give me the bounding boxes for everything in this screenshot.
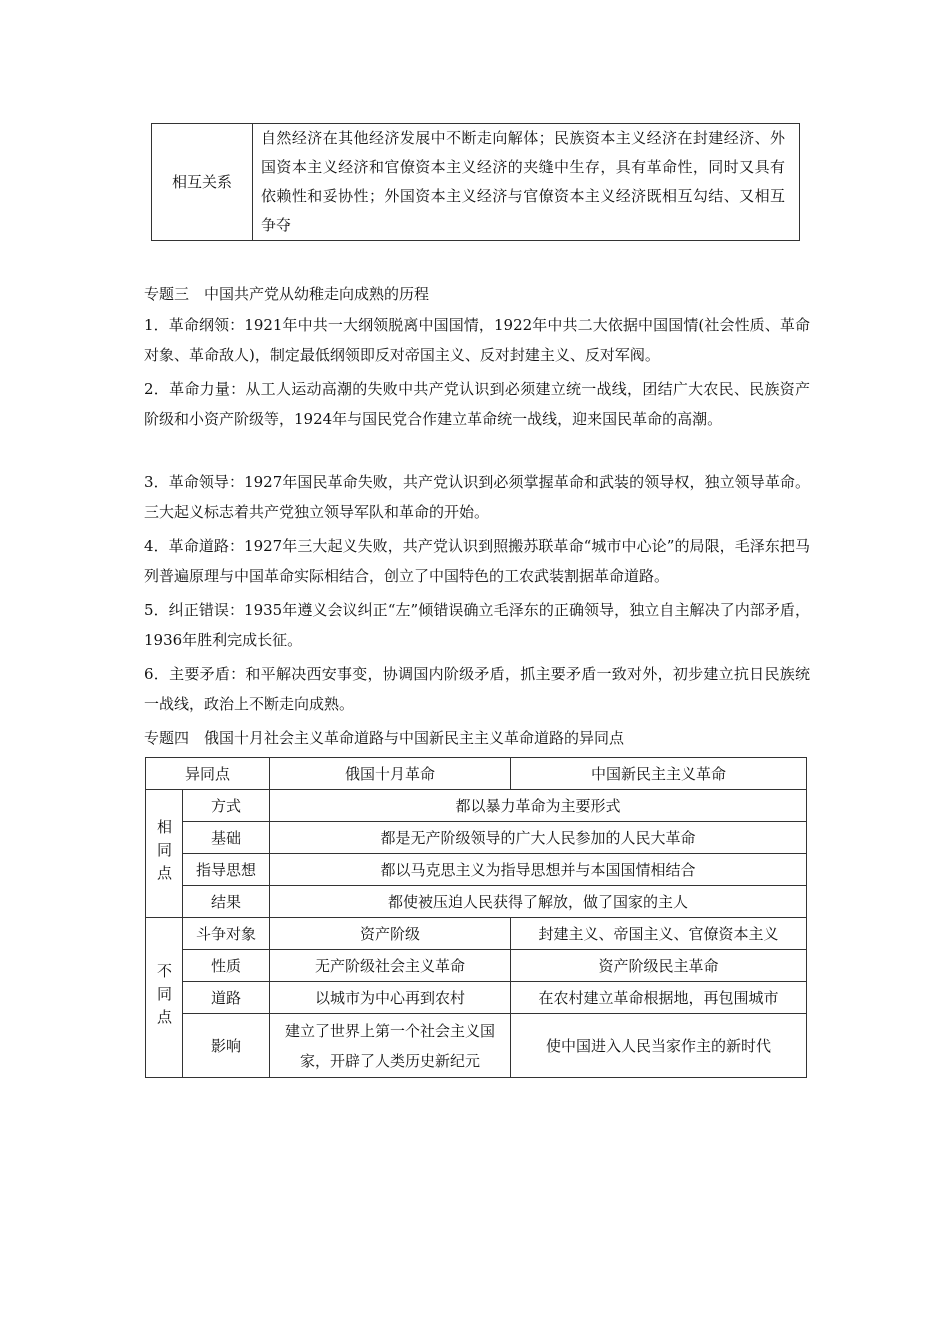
different-russia: 建立了世界上第一个社会主义国家，开辟了人类历史新纪元 bbox=[270, 1014, 511, 1078]
relation-content: 自然经济在其他经济发展中不断走向解体；民族资本主义经济在封建经济、外国资本主义经济和官僚资本主义经济的夹缝中生存，具有革命性，同时又具有依赖性和妥协性；外国资本主义经济与官僚资本主义经济既相互勾结、又相互争夺 bbox=[253, 124, 800, 241]
similar-aspect: 基础 bbox=[183, 822, 270, 854]
different-aspect: 道路 bbox=[183, 982, 270, 1014]
topic3-item-4: 4．革命道路：1927年三大起义失败，共产党认识到照搬苏联革命“城市中心论”的局限，毛泽东把马列普遍原理与中国革命实际相结合，创立了中国特色的工农武装割据革命道路。 bbox=[144, 537, 810, 585]
table-row bbox=[146, 982, 807, 1014]
relation-label: 相互关系 bbox=[152, 124, 253, 241]
similar-value: 都以暴力革命为主要形式 bbox=[270, 790, 807, 822]
similar-aspect: 方式 bbox=[183, 790, 270, 822]
table-row bbox=[152, 124, 800, 241]
topic3-item-1: 1．革命纲领：1921年中共一大纲领脱离中国国情，1922年中共二大依据中国国情(社会性质、革命对象、革命敌人)，制定最低纲领即反对帝国主义、反对封建主义、反对军阀。 bbox=[144, 316, 810, 364]
different-russia: 无产阶级社会主义革命 bbox=[270, 950, 511, 982]
table-header-row bbox=[146, 758, 807, 790]
similar-value: 都是无产阶级领导的广大人民参加的人民大革命 bbox=[270, 822, 807, 854]
different-china: 封建主义、帝国主义、官僚资本主义 bbox=[511, 918, 807, 950]
different-china: 资产阶级民主革命 bbox=[511, 950, 807, 982]
different-china: 使中国进入人民当家作主的新时代 bbox=[511, 1014, 807, 1078]
topic3-item-3: 3．革命领导：1927年国民革命失败，共产党认识到必须掌握革命和武装的领导权，独立领导革命。三大起义标志着共产党独立领导军队和革命的开始。 bbox=[144, 473, 810, 521]
topic3-item-5: 5．纠正错误：1935年遵义会议纠正“左”倾错误确立毛泽东的正确领导，独立自主解决了内部矛盾，1936年胜利完成长征。 bbox=[144, 601, 810, 649]
similar-value: 都使被压迫人民获得了解放，做了国家的主人 bbox=[270, 886, 807, 918]
topic3-item-2: 2．革命力量：从工人运动高潮的失败中共产党认识到必须建立统一战线，团结广大农民、民族资产阶级和小资产阶级等，1924年与国民党合作建立革命统一战线，迎来国民革命的高潮。 bbox=[144, 380, 810, 428]
table-row bbox=[146, 918, 807, 950]
different-aspect: 斗争对象 bbox=[183, 918, 270, 950]
different-aspect: 影响 bbox=[183, 1014, 270, 1078]
revolution-comparison-table bbox=[145, 757, 807, 1078]
similar-group-label: 相同点 bbox=[146, 790, 183, 918]
topic3-item-6: 6．主要矛盾：和平解决西安事变，协调国内阶级矛盾，抓主要矛盾一致对外，初步建立抗日民族统一战线，政治上不断走向成熟。 bbox=[144, 665, 810, 713]
different-aspect: 性质 bbox=[183, 950, 270, 982]
different-group-label: 不同点 bbox=[146, 918, 183, 1078]
header-russia: 俄国十月革命 bbox=[270, 758, 511, 790]
different-russia: 以城市为中心再到农村 bbox=[270, 982, 511, 1014]
table-row bbox=[146, 886, 807, 918]
similar-aspect: 指导思想 bbox=[183, 854, 270, 886]
similar-value: 都以马克思主义为指导思想并与本国国情相结合 bbox=[270, 854, 807, 886]
header-china: 中国新民主主义革命 bbox=[511, 758, 807, 790]
topic3-title: 专题三 中国共产党从幼稚走向成熟的历程 bbox=[144, 285, 430, 303]
different-russia: 资产阶级 bbox=[270, 918, 511, 950]
economic-relation-table bbox=[151, 123, 800, 241]
header-aspect: 异同点 bbox=[146, 758, 270, 790]
table-row bbox=[146, 950, 807, 982]
different-china: 在农村建立革命根据地，再包围城市 bbox=[511, 982, 807, 1014]
table-row bbox=[146, 854, 807, 886]
table-row bbox=[146, 790, 807, 822]
topic4-title: 专题四 俄国十月社会主义革命道路与中国新民主主义革命道路的异同点 bbox=[144, 729, 625, 747]
similar-aspect: 结果 bbox=[183, 886, 270, 918]
table-row bbox=[146, 1014, 807, 1078]
table-row bbox=[146, 822, 807, 854]
